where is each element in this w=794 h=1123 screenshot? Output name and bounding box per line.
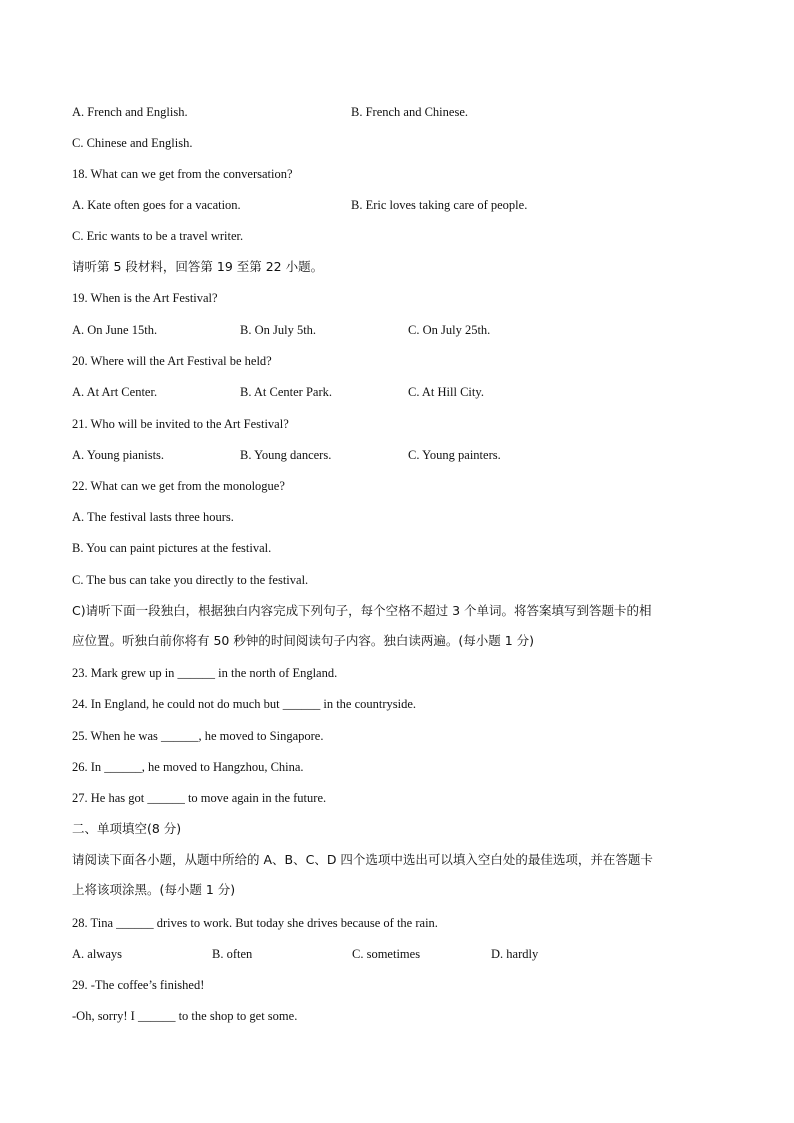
q26-sentence: 26. In ______, he moved to Hangzhou, China. [72,760,304,774]
q18-option-c: C. Eric wants to be a travel writer. [72,229,244,243]
q21-option-c: C. Young painters. [408,448,501,462]
q21-option-a: A. Young pianists. [72,448,165,462]
partc-instructions-line1: C)请听下面一段独白，根据独白内容完成下列句子，每个空格不超过 3 个单词。将答案填写到答题卡的相 [72,603,652,618]
q21-stem: 21. Who will be invited to the Art Festival? [72,417,289,431]
section2-instructions-line2: 上将该项涂黑。(每小题 1 分) [72,882,236,897]
section5-intro: 请听第 5 段材料，回答第 19 至第 22 小题。 [72,259,324,274]
q20-option-a: A. At Art Center. [72,385,158,399]
q17-option-c: C. Chinese and English. [72,136,193,150]
q27-sentence: 27. He has got ______ to move again in the future. [72,791,327,805]
q21-option-b: B. Young dancers. [240,448,332,462]
q22-option-b: B. You can paint pictures at the festival. [72,541,272,555]
q19-stem: 19. When is the Art Festival? [72,291,218,305]
q18-stem: 18. What can we get from the conversation? [72,167,293,181]
q19-option-c: C. On July 25th. [408,323,491,337]
q28-option-b: B. often [212,947,253,961]
q28-option-a: A. always [72,947,122,961]
q18-option-a: A. Kate often goes for a vacation. [72,198,241,212]
q17-option-b: B. French and Chinese. [351,105,468,119]
partc-instructions-line2: 应位置。听独白前你将有 50 秒钟的时间阅读句子内容。独白读两遍。(每小题 1 分) [72,633,535,648]
q19-option-b: B. On July 5th. [240,323,317,337]
q20-stem: 20. Where will the Art Festival be held? [72,354,272,368]
q20-option-b: B. At Center Park. [240,385,333,399]
q19-option-a: A. On June 15th. [72,323,158,337]
q28-stem: 28. Tina ______ drives to work. But today she drives because of the rain. [72,916,438,930]
q28-option-d: D. hardly [491,947,539,961]
q22-option-c: C. The bus can take you directly to the festival. [72,573,309,587]
section2-instructions-line1: 请阅读下面各小题，从题中所给的 A、B、C、D 四个选项中选出可以填入空白处的最佳选项，并在答题卡 [72,852,653,867]
q29-line2: -Oh, sorry! I ______ to the shop to get some. [72,1009,298,1023]
q25-sentence: 25. When he was ______, he moved to Singapore. [72,729,324,743]
section2-instructions [72,845,724,905]
q29-line1: 29. -The coffee’s finished! [72,978,205,992]
section2-title: 二、单项填空(8 分) [72,821,182,836]
q24-sentence: 24. In England, he could not do much but ______ in the countryside. [72,697,417,711]
q18-option-b: B. Eric loves taking care of people. [351,198,528,212]
q28-option-c: C. sometimes [352,947,421,961]
q17-option-a: A. French and English. [72,105,188,119]
partc-instructions [72,596,724,656]
q23-sentence: 23. Mark grew up in ______ in the north of England. [72,666,338,680]
q22-option-a: A. The festival lasts three hours. [72,510,234,524]
q22-stem: 22. What can we get from the monologue? [72,479,285,493]
q20-option-c: C. At Hill City. [408,385,484,399]
